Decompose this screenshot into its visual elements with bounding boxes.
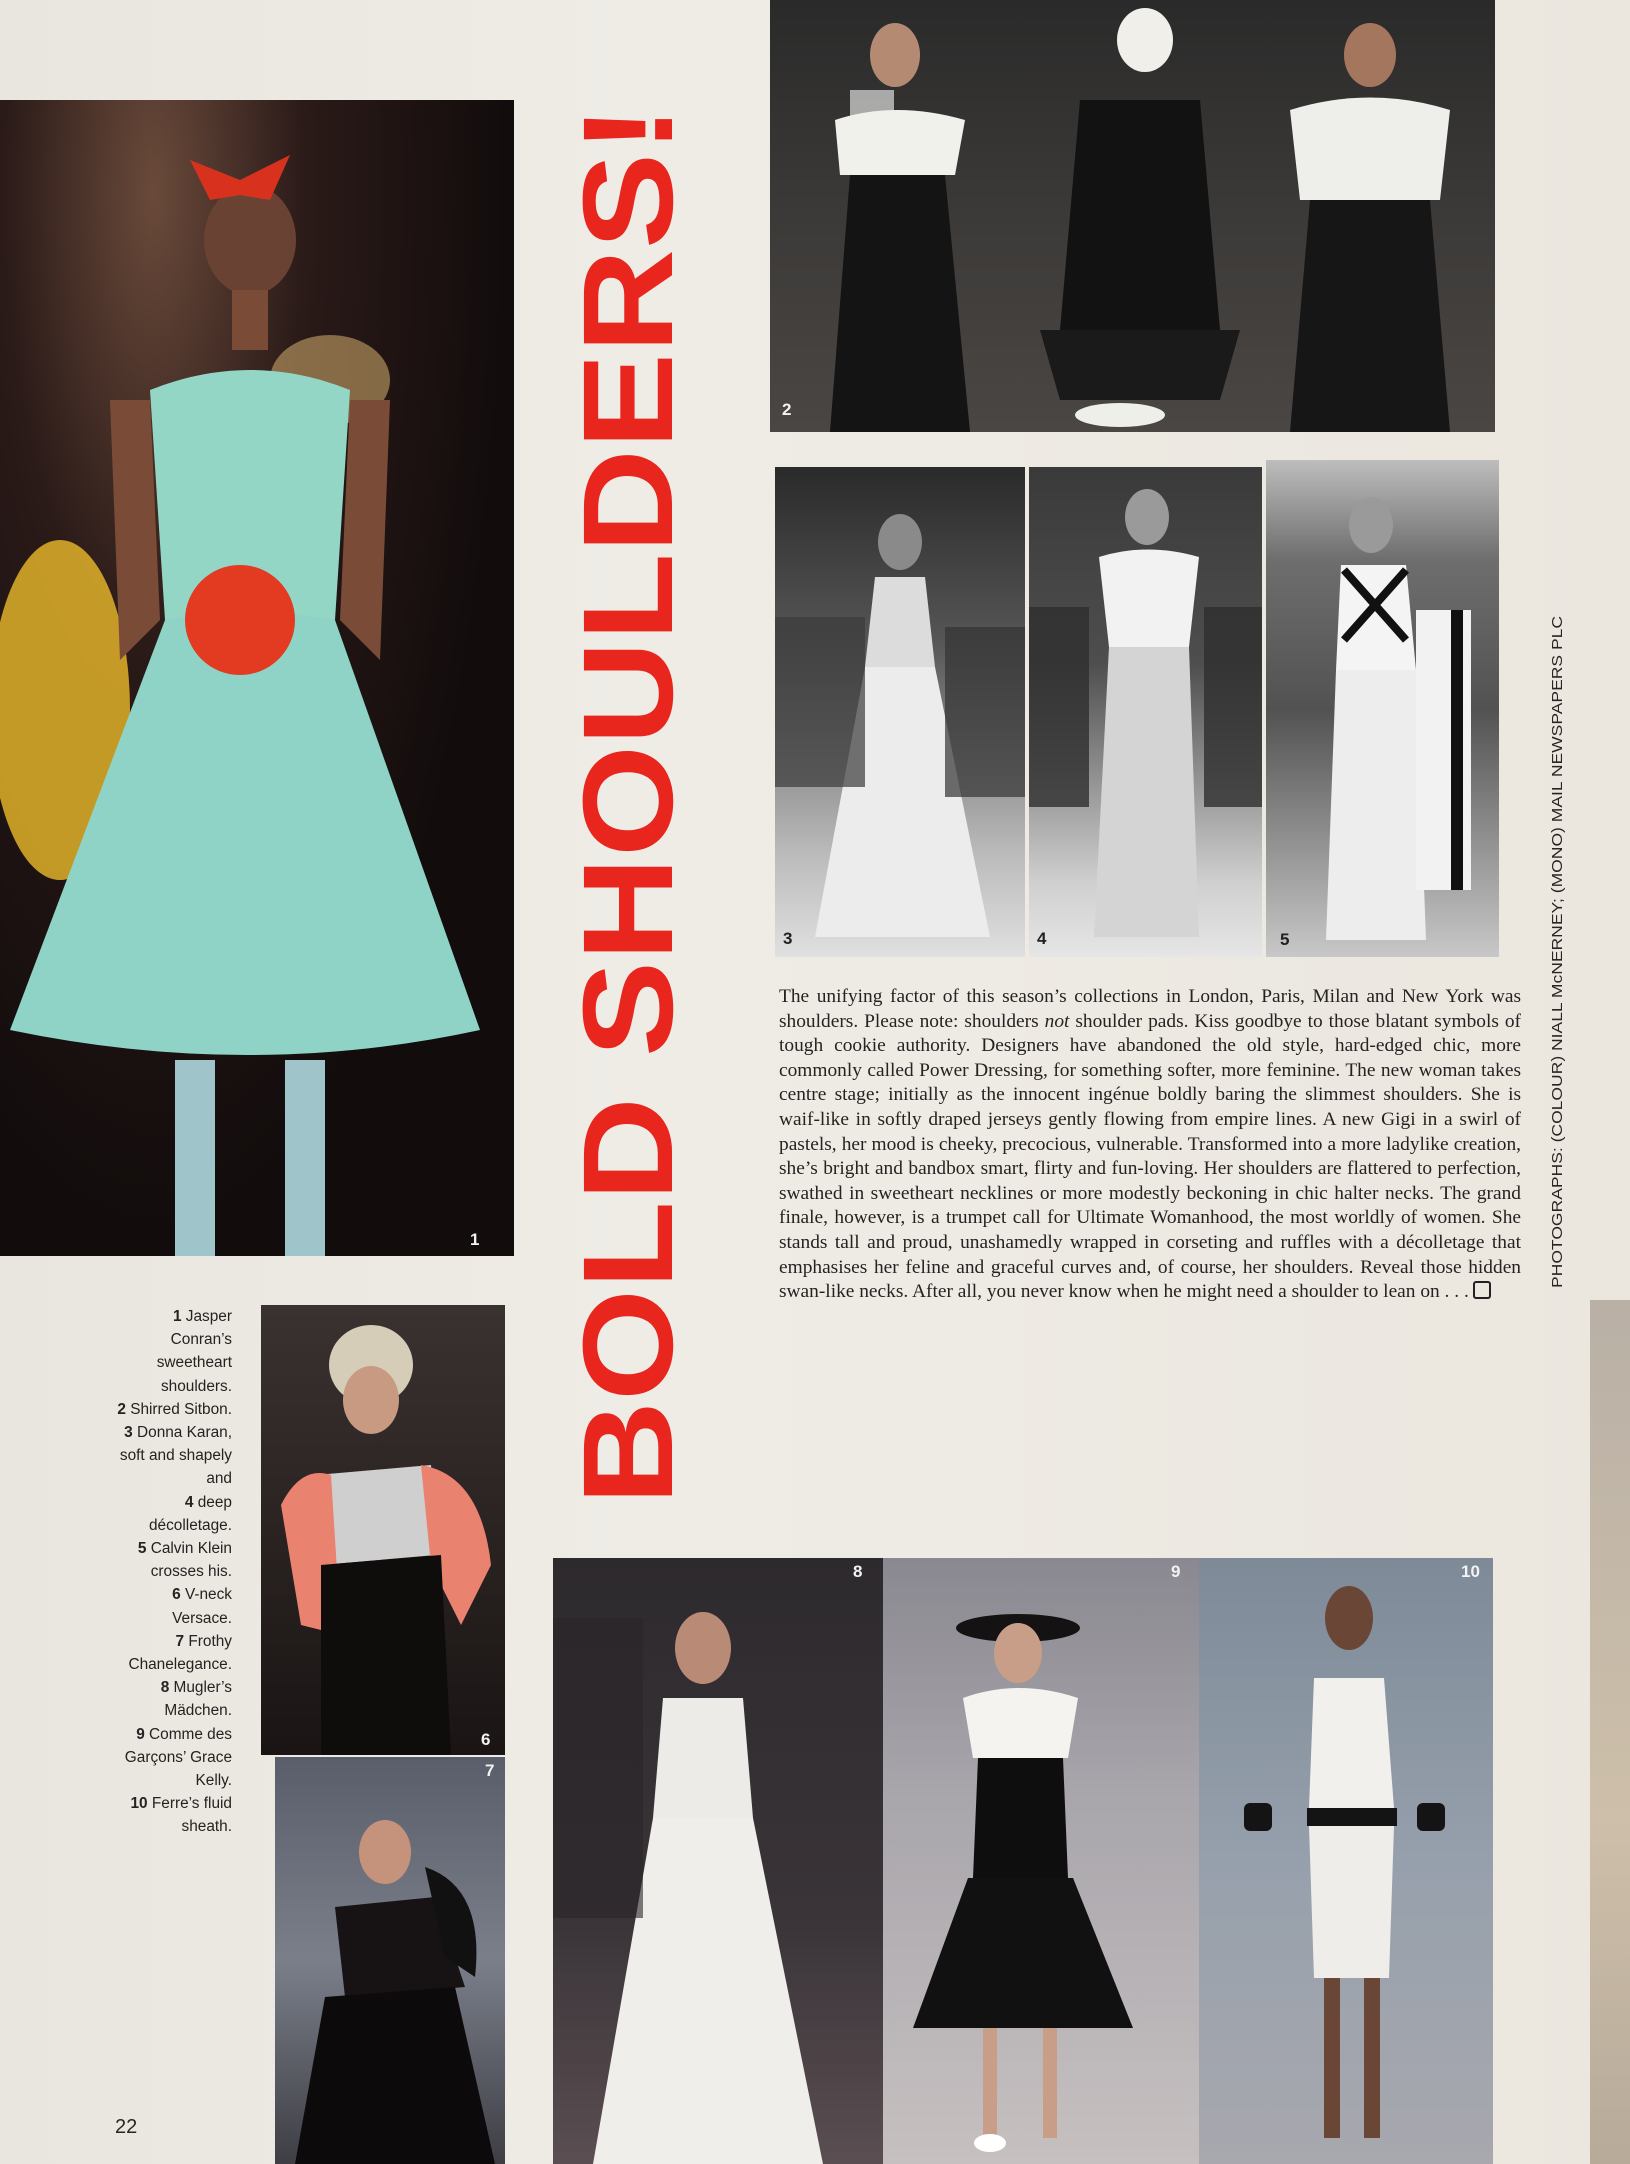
photo-number: 8 bbox=[853, 1562, 863, 1581]
photo-number: 3 bbox=[783, 929, 793, 948]
caption-item bbox=[110, 1305, 232, 1398]
photo-7-chanel bbox=[275, 1757, 505, 2164]
photo-5-calvin-klein bbox=[1266, 460, 1499, 957]
caption-number: 8 bbox=[160, 1679, 170, 1697]
page-number: 22 bbox=[115, 2116, 138, 2138]
caption-text: Donna Karan, soft and shapely and bbox=[119, 1424, 232, 1488]
caption-text: V-neck Versace. bbox=[172, 1586, 232, 1627]
photo-number: 6 bbox=[481, 1730, 491, 1749]
caption-number: 10 bbox=[130, 1795, 148, 1813]
caption-text: Comme des Garçons’ Grace Kelly. bbox=[124, 1725, 232, 1790]
partial-photo-edge bbox=[1590, 1300, 1630, 2164]
caption-item bbox=[110, 1792, 232, 1838]
article-text-part2: shoulder pads. Kiss goodbye to those blatant symbols of tough cookie authority. Designers have abandoned the old style, hard-edged chic, more commonly called Power Dressing, for something softer, more feminine. The new woman takes centre stage; initially as the innocent ingénue boldly baring the slimmest shoulders. She is waif-like in softly draped jerseys gently flowing from empire lines. A new Gigi in a swirl of pastels, her mood is cheeky, precocious, vulnerable. Transformed into a more ladylike creation, she’s bright and bandbox smart, flirty and fun-loving. Her shoulders are flattered to perfection, swathed in sweetheart necklines or more modestly beckoning in chic halter necks. The grand finale, however, is a trumpet call for Ultimate Womanhood, the most worldly of women. She stands tall and proud, unashamedly wrapped in corseting and ruffles with a décolletage that emphasises her feline and graceful curves and, of course, her shoulders. Reveal those hidden swan-like necks. After all, you never know when he might need a shoulder to lean on . . . bbox=[779, 1010, 1521, 1303]
article-text-part1: The unifying factor of this season’s collections in London, Paris, Milan and New York was shoulders. Please note: shoulders bbox=[779, 986, 1521, 1032]
end-mark-icon bbox=[1473, 1281, 1491, 1299]
caption-number: 2 bbox=[117, 1400, 126, 1418]
caption-item bbox=[110, 1537, 232, 1583]
caption-text: Ferre’s fluid sheath. bbox=[151, 1795, 232, 1836]
caption-text: Frothy Chanelegance. bbox=[128, 1632, 232, 1674]
headline-text: BOLD SHOULDERS! bbox=[560, 260, 700, 1505]
caption-item bbox=[110, 1630, 232, 1676]
photo-8-mugler bbox=[553, 1558, 883, 2164]
caption-text: deep décolletage. bbox=[148, 1493, 232, 1534]
article-emphasis: not bbox=[1044, 1010, 1070, 1032]
photo-1-mint-satin-dress bbox=[0, 100, 514, 1256]
caption-number: 1 bbox=[172, 1308, 182, 1325]
photo-number: 7 bbox=[485, 1761, 495, 1780]
photo-4-deep-decolletage bbox=[1029, 467, 1262, 957]
photo-3-donna-karan bbox=[775, 467, 1025, 957]
caption-item bbox=[110, 1723, 232, 1793]
headline bbox=[560, 100, 700, 1510]
photo-credit-text: PHOTOGRAPHS: (COLOUR) NIALL McNERNEY; (MONO) MAIL NEWSPAPERS PLC bbox=[1549, 712, 1566, 1288]
caption-number: 7 bbox=[175, 1632, 185, 1650]
photo-number: 2 bbox=[782, 400, 792, 419]
photo-number: 1 bbox=[470, 1230, 480, 1249]
caption-number: 4 bbox=[184, 1493, 194, 1511]
photo-6-versace bbox=[261, 1305, 505, 1755]
caption-item bbox=[110, 1583, 232, 1629]
photo-captions bbox=[110, 1305, 232, 1839]
photo-number: 5 bbox=[1280, 930, 1290, 949]
photo-number: 9 bbox=[1171, 1562, 1181, 1581]
caption-item bbox=[110, 1398, 232, 1421]
article-body bbox=[779, 985, 1521, 1305]
caption-text: Mugler’s Mädchen. bbox=[164, 1679, 232, 1720]
caption-text: Shirred Sitbon. bbox=[130, 1400, 232, 1418]
photo-number: 4 bbox=[1037, 929, 1047, 948]
photo-9-comme-des-garcons bbox=[883, 1558, 1199, 2164]
caption-number: 3 bbox=[124, 1424, 133, 1442]
photo-credit bbox=[1545, 610, 1569, 1290]
caption-item bbox=[110, 1676, 232, 1722]
caption-number: 9 bbox=[136, 1725, 145, 1743]
photo-number: 10 bbox=[1461, 1562, 1480, 1581]
caption-number: 5 bbox=[137, 1540, 147, 1558]
photo-2-shirred-sitbon bbox=[770, 0, 1495, 432]
photo-10-ferre bbox=[1199, 1558, 1493, 2164]
caption-number: 6 bbox=[172, 1586, 181, 1604]
caption-text: Jasper Conran’s sweetheart shoulders. bbox=[156, 1308, 232, 1395]
caption-item bbox=[110, 1491, 232, 1537]
caption-item bbox=[110, 1421, 232, 1491]
caption-text: Calvin Klein crosses his. bbox=[150, 1540, 232, 1581]
